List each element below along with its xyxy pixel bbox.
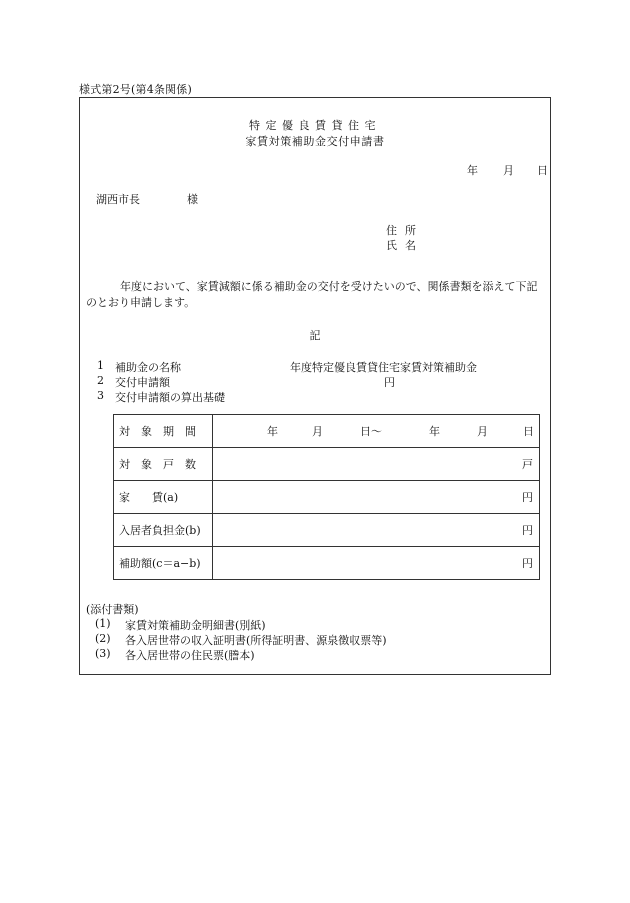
row-value — [213, 448, 540, 481]
row-unit: 円 — [522, 524, 533, 537]
period-start-day: 日〜 — [360, 425, 382, 438]
row-value — [213, 514, 540, 547]
attachment-text: 各入居世帯の住民票(謄本) — [125, 649, 255, 662]
form-number-label: 様式第2号(第4条関係) — [79, 83, 192, 96]
table-row — [114, 514, 540, 547]
table-row — [114, 415, 540, 448]
table-row — [114, 547, 540, 580]
attachment-number: (3) — [95, 647, 111, 660]
period-end-year: 年 — [429, 425, 440, 438]
period-value — [213, 415, 540, 448]
attachment-text: 家賃対策補助金明細書(別紙) — [125, 619, 266, 632]
row-unit: 円 — [522, 491, 533, 504]
item-number: 2 — [97, 374, 104, 387]
item-label: 交付申請額 — [115, 376, 170, 389]
item-number: 3 — [97, 389, 104, 402]
period-end-month: 月 — [477, 425, 488, 438]
form-title-line1: 特定優良賃貸住宅 — [249, 119, 381, 132]
item-number: 1 — [97, 359, 104, 372]
applicant-address-label: 住所 — [386, 224, 424, 237]
form-frame — [79, 97, 551, 675]
recipient-honorific: 様 — [187, 193, 198, 206]
row-label: 補助額(c＝a−b) — [114, 547, 213, 580]
row-label: 対象戸数 — [114, 448, 213, 481]
applicant-name-label: 氏名 — [386, 239, 424, 252]
date-day: 日 — [537, 164, 548, 177]
application-body-text: 年度において、家賃減額に係る補助金の交付を受けたいので、関係書類を添えて下記のとおり申請します。 — [86, 280, 538, 309]
date-month: 月 — [503, 164, 514, 177]
form-title-line2: 家賃対策補助金交付申請書 — [245, 135, 385, 148]
period-start-year: 年 — [267, 425, 278, 438]
calculation-table — [113, 414, 540, 580]
row-label: 家 賃(a) — [114, 481, 213, 514]
row-value — [213, 547, 540, 580]
row-value — [213, 481, 540, 514]
attachment-number: (2) — [95, 632, 111, 645]
table-row — [114, 481, 540, 514]
item-label: 交付申請額の算出基礎 — [115, 391, 225, 404]
period-start-month: 月 — [312, 425, 323, 438]
item-value: 年度特定優良賃貸住宅家賃対策補助金 — [290, 361, 477, 374]
date-year: 年 — [467, 164, 478, 177]
attachment-text: 各入居世帯の収入証明書(所得証明書、源泉徴収票等) — [125, 634, 387, 647]
attachment-number: (1) — [95, 617, 111, 630]
row-unit: 円 — [522, 557, 533, 570]
period-label: 対象期間 — [114, 415, 213, 448]
row-unit: 戸 — [522, 458, 533, 471]
table-row — [114, 448, 540, 481]
ki-heading: 記 — [309, 329, 321, 342]
recipient-name: 湖西市長 — [96, 193, 140, 206]
row-label: 入居者負担金(b) — [114, 514, 213, 547]
period-end-day: 日 — [523, 425, 534, 438]
attachments-heading: (添付書類) — [86, 603, 139, 616]
item-value: 円 — [384, 376, 395, 389]
item-label: 補助金の名称 — [115, 361, 181, 374]
